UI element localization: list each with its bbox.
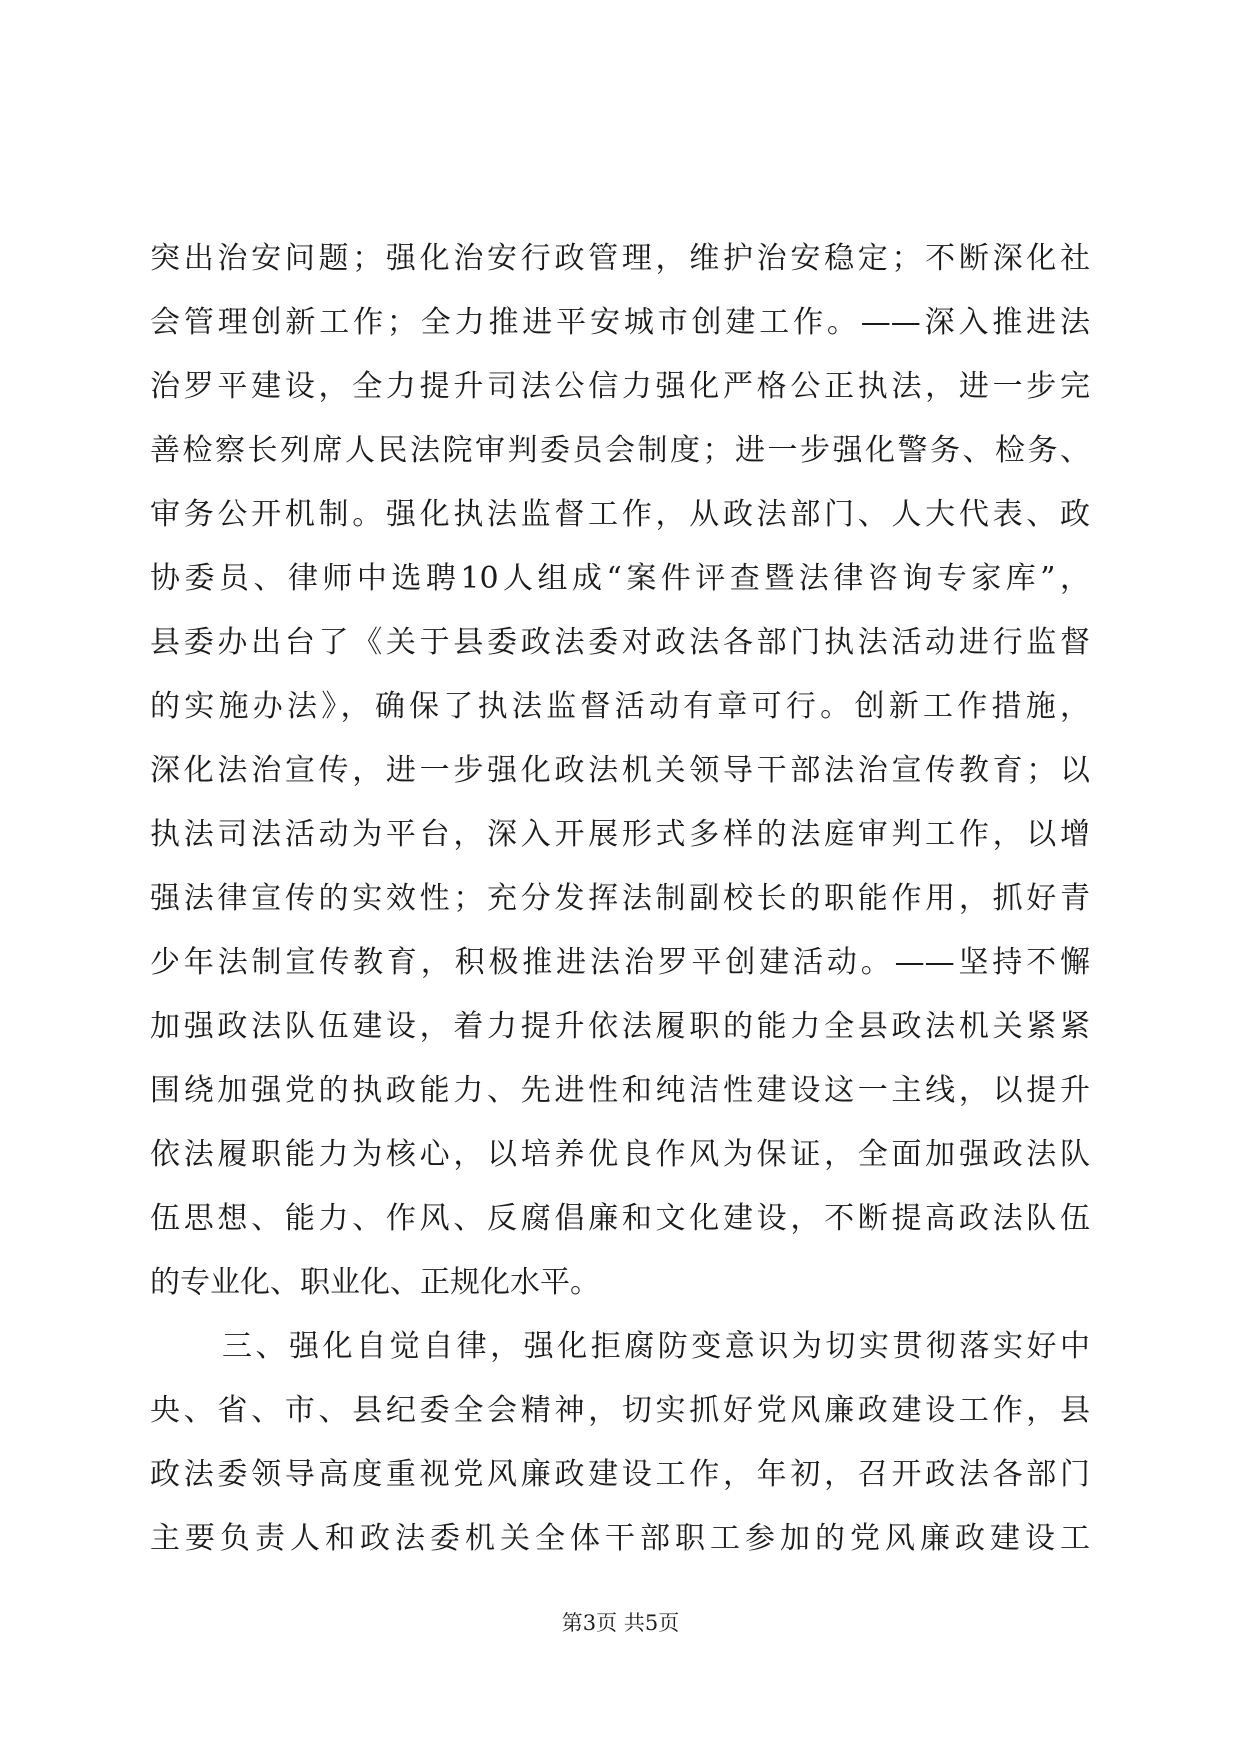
document-body bbox=[150, 227, 1090, 1571]
text-line: 围绕加强党的执政能力、先进性和纯洁性建设这一主线，以提升 bbox=[150, 1073, 1090, 1108]
text-line: 的实施办法》，确保了执法监督活动有章可行。创新工作措施， bbox=[150, 689, 1090, 724]
text-line: 三、强化自觉自律，强化拒腐防变意识为切实贯彻落实好中 bbox=[222, 1329, 1090, 1364]
text-line: 深化法治宣传，进一步强化政法机关领导干部法治宣传教育；以 bbox=[150, 753, 1090, 788]
text-line: 治罗平建设，全力提升司法公信力强化严格公正执法，进一步完 bbox=[150, 369, 1090, 404]
text-line: 执法司法活动为平台，深入开展形式多样的法庭审判工作，以增 bbox=[150, 817, 1090, 852]
text-line: 央、省、市、县纪委全会精神，切实抓好党风廉政建设工作，县 bbox=[150, 1393, 1090, 1428]
text-line: 协委员、律师中选聘10人组成“案件评查暨法律咨询专家库”， bbox=[150, 561, 1090, 596]
text-line: 伍思想、能力、作风、反腐倡廉和文化建设，不断提高政法队伍 bbox=[150, 1201, 1090, 1236]
text-line: 突出治安问题；强化治安行政管理，维护治安稳定；不断深化社 bbox=[150, 241, 1090, 276]
text-line: 善检察长列席人民法院审判委员会制度；进一步强化警务、检务、 bbox=[150, 433, 1090, 468]
text-line: 县委办出台了《关于县委政法委对政法各部门执法活动进行监督 bbox=[150, 625, 1090, 660]
text-line: 主要负责人和政法委机关全体干部职工参加的党风廉政建设工 bbox=[150, 1521, 1090, 1556]
text-line: 加强政法队伍建设，着力提升依法履职的能力全县政法机关紧紧 bbox=[150, 1009, 1090, 1044]
text-line: 少年法制宣传教育，积极推进法治罗平创建活动。——坚持不懈 bbox=[150, 945, 1090, 980]
text-line: 依法履职能力为核心，以培养优良作风为保证，全面加强政法队 bbox=[150, 1137, 1090, 1172]
text-line: 强法律宣传的实效性；充分发挥法制副校长的职能作用，抓好青 bbox=[150, 881, 1090, 916]
page-number-label: 第3页 共5页 bbox=[561, 1611, 680, 1635]
text-line: 的专业化、职业化、正规化水平。 bbox=[150, 1265, 600, 1300]
text-line: 会管理创新工作；全力推进平安城市创建工作。——深入推进法 bbox=[150, 305, 1090, 340]
text-line: 政法委领导高度重视党风廉政建设工作，年初，召开政法各部门 bbox=[150, 1457, 1090, 1492]
paragraph-2 bbox=[150, 1315, 1090, 1571]
page-footer bbox=[0, 1608, 1241, 1638]
text-line: 审务公开机制。强化执法监督工作，从政法部门、人大代表、政 bbox=[150, 497, 1090, 532]
paragraph-1 bbox=[150, 227, 1090, 1315]
